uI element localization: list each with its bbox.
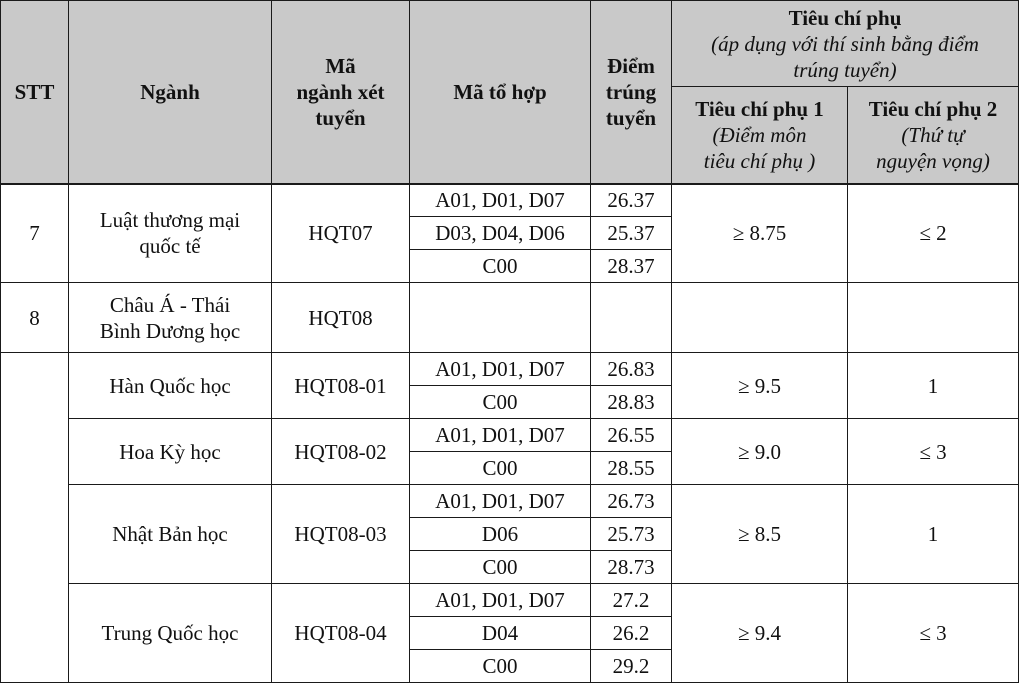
cell-to-hop: C00 xyxy=(410,452,591,485)
cell-diem: 28.73 xyxy=(591,551,672,584)
header-ma-to-hop: Mã tổ hợp xyxy=(410,1,591,184)
cell-tc1: ≥ 9.4 xyxy=(672,584,848,683)
table-row xyxy=(1,485,1019,518)
cell-tc2: ≤ 3 xyxy=(848,584,1019,683)
cell-nganh xyxy=(69,184,272,283)
cell-diem: 25.73 xyxy=(591,518,672,551)
cell-ma-nganh: HQT08-03 xyxy=(272,485,410,584)
table-row xyxy=(1,283,1019,353)
cell-ma-nganh: HQT07 xyxy=(272,184,410,283)
cell-nganh: Hoa Kỳ học xyxy=(69,419,272,485)
header-tieu-chi-phu-title: Tiêu chí phụ xyxy=(788,5,902,30)
cell-nganh: Nhật Bản học xyxy=(69,485,272,584)
table-row xyxy=(1,584,1019,617)
header-tieu-chi-phu xyxy=(672,1,1019,87)
table-row xyxy=(1,353,1019,386)
cell-diem: 26.73 xyxy=(591,485,672,518)
cell-to-hop: A01, D01, D07 xyxy=(410,353,591,386)
cell-diem: 26.83 xyxy=(591,353,672,386)
header-nganh: Ngành xyxy=(69,1,272,184)
header-ma-nganh xyxy=(272,1,410,184)
cell-ma-nganh: HQT08-04 xyxy=(272,584,410,683)
cell-diem: 25.37 xyxy=(591,217,672,250)
cell-diem: 27.2 xyxy=(591,584,672,617)
cell-stt: 8 xyxy=(1,283,69,353)
header-tc1-title: Tiêu chí phụ 1 xyxy=(695,96,824,121)
cell-diem: 26.2 xyxy=(591,617,672,650)
cell-to-hop: C00 xyxy=(410,551,591,584)
table-row xyxy=(1,419,1019,452)
cell-diem: 26.37 xyxy=(591,184,672,217)
cell-diem: 29.2 xyxy=(591,650,672,683)
cell-to-hop: A01, D01, D07 xyxy=(410,184,591,217)
cell-to-hop: A01, D01, D07 xyxy=(410,419,591,452)
cell-stt: 7 xyxy=(1,184,69,283)
cell-ma-nganh: HQT08 xyxy=(272,283,410,353)
table-row xyxy=(1,184,1019,217)
header-tc2-sub: (Thứ tự xyxy=(901,122,965,147)
cell-to-hop: C00 xyxy=(410,386,591,419)
cell-diem: 28.83 xyxy=(591,386,672,419)
cell-ma-nganh: HQT08-01 xyxy=(272,353,410,419)
cell-tc2: 1 xyxy=(848,485,1019,584)
header-ma-nganh-line: Mã xyxy=(325,53,356,78)
table-body xyxy=(1,184,1019,683)
table-header xyxy=(1,1,1019,184)
cell-nganh-line: quốc tế xyxy=(139,234,201,259)
header-tc2-title: Tiêu chí phụ 2 xyxy=(868,96,998,121)
cell-nganh-line: Bình Dương học xyxy=(99,318,241,343)
header-diem-line: trúng xyxy=(605,79,657,104)
cell-to-hop: D04 xyxy=(410,617,591,650)
cell-nganh-line: Châu Á - Thái xyxy=(109,292,231,317)
cell-diem: 28.37 xyxy=(591,250,672,283)
cell-tc2: ≤ 3 xyxy=(848,419,1019,485)
header-diem-line: tuyển xyxy=(605,105,657,130)
cell-to-hop: A01, D01, D07 xyxy=(410,584,591,617)
cell-nganh xyxy=(69,283,272,353)
cell-tc2 xyxy=(848,283,1019,353)
header-diem xyxy=(591,1,672,184)
cell-tc1: ≥ 8.5 xyxy=(672,485,848,584)
cell-nganh-line: Luật thương mại xyxy=(99,208,241,233)
cell-to-hop xyxy=(410,283,591,353)
cell-nganh: Trung Quốc học xyxy=(69,584,272,683)
cell-to-hop: A01, D01, D07 xyxy=(410,485,591,518)
cell-ma-nganh: HQT08-02 xyxy=(272,419,410,485)
cell-diem: 28.55 xyxy=(591,452,672,485)
cell-to-hop: C00 xyxy=(410,250,591,283)
cell-nganh: Hàn Quốc học xyxy=(69,353,272,419)
header-tc2-sub: nguyện vọng) xyxy=(876,148,990,173)
header-ma-nganh-line: tuyển xyxy=(315,105,366,130)
header-tieu-chi-phu-subtitle: trúng tuyển) xyxy=(793,57,897,82)
cell-tc1: ≥ 9.0 xyxy=(672,419,848,485)
header-tieu-chi-phu-subtitle: (áp dụng với thí sinh bằng điểm xyxy=(711,31,979,56)
header-stt: STT xyxy=(1,1,69,184)
header-tc2 xyxy=(848,87,1019,184)
header-tc1 xyxy=(672,87,848,184)
cell-to-hop: C00 xyxy=(410,650,591,683)
header-ma-nganh-line: ngành xét xyxy=(296,79,385,104)
cell-tc2: ≤ 2 xyxy=(848,184,1019,283)
cell-tc1: ≥ 8.75 xyxy=(672,184,848,283)
cell-tc2: 1 xyxy=(848,353,1019,419)
cell-tc1: ≥ 9.5 xyxy=(672,353,848,419)
cell-to-hop: D06 xyxy=(410,518,591,551)
cell-diem xyxy=(591,283,672,353)
cell-tc1 xyxy=(672,283,848,353)
cell-diem: 26.55 xyxy=(591,419,672,452)
cell-stt-empty xyxy=(1,353,69,683)
cell-to-hop: D03, D04, D06 xyxy=(410,217,591,250)
header-diem-line: Điểm xyxy=(607,53,655,78)
header-tc1-sub: tiêu chí phụ ) xyxy=(703,148,816,173)
header-tc1-sub: (Điểm môn xyxy=(712,122,807,147)
